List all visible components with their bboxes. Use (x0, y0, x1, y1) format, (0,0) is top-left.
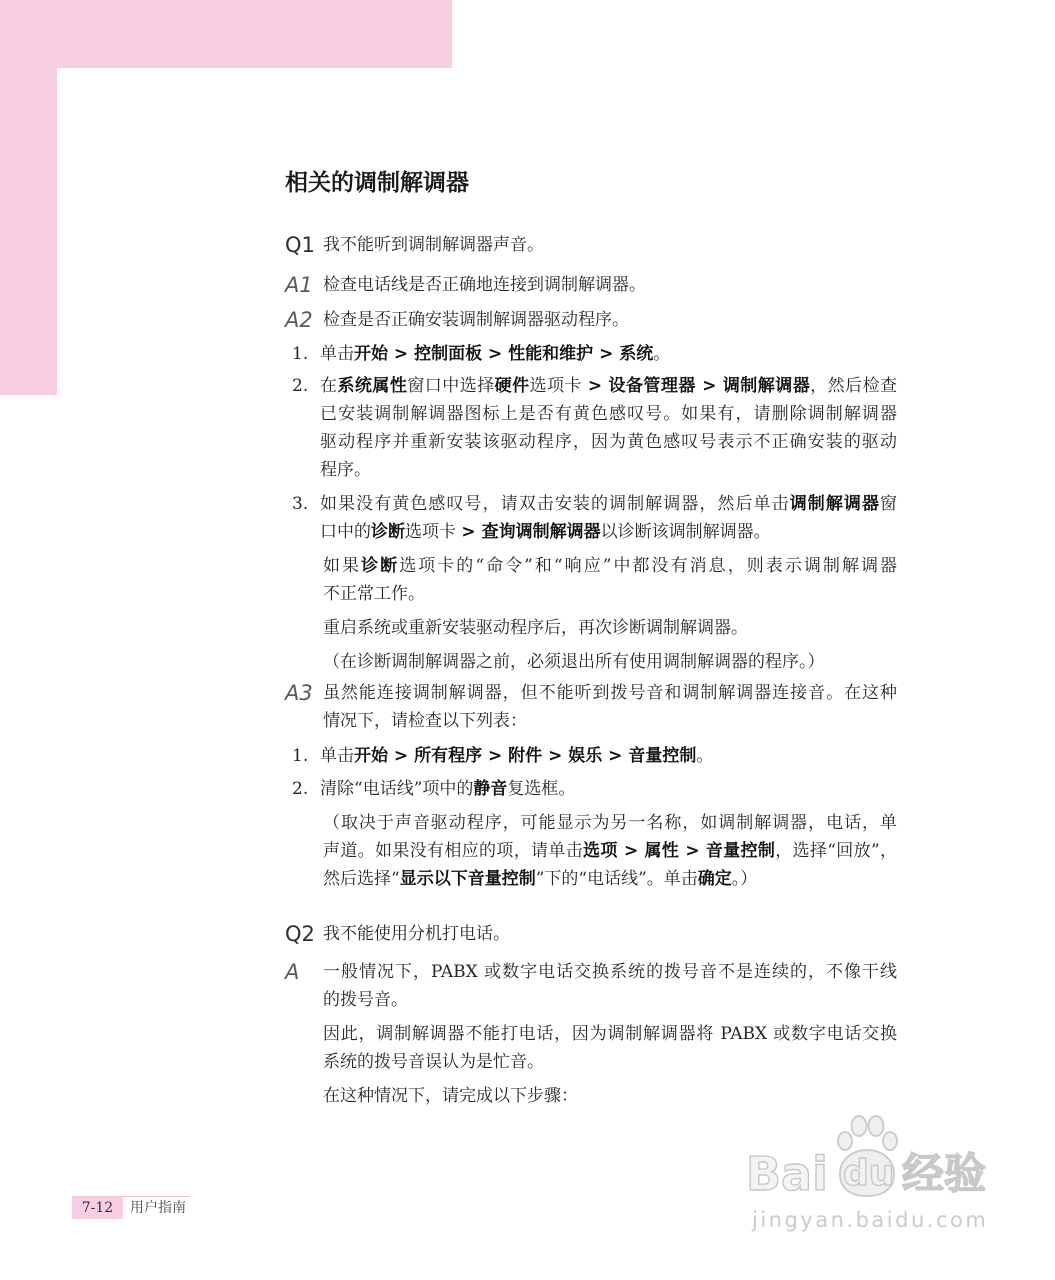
q2-label: Q2 (285, 922, 315, 946)
text-run: （在诊断调制解调器之前，必须退出所有使用调制解调器的程序。） (323, 652, 825, 672)
bold-text: 确定 (697, 869, 732, 889)
text-line (323, 679, 897, 707)
watermark-brand-cn: 经验 (902, 1149, 987, 1198)
bold-text: 开始 > 所有程序 > 附件 > 娱乐 > 音量控制 (354, 746, 697, 766)
text-run: 如果 (323, 556, 362, 576)
a3-note-1 (323, 809, 897, 893)
text-run: 。） (731, 869, 758, 889)
pink-side-band (0, 0, 57, 395)
q1-block (285, 231, 897, 259)
text-run: 复选框。 (507, 779, 576, 799)
text-line (323, 1020, 897, 1048)
a2-step-2 (292, 372, 897, 484)
text-run: 声道。如果没有相应的项，请单击 (323, 841, 584, 861)
text-run: 在 (320, 376, 338, 396)
text-line (323, 707, 897, 735)
a2-note-1 (323, 552, 897, 608)
text-run: 。 (653, 344, 671, 364)
a2-text: 检查是否正确安装调制解调器驱动程序。 (323, 310, 629, 330)
watermark-brand-du: du (843, 1153, 895, 1194)
step-number: 2. (292, 376, 309, 396)
text-run: 重启系统或重新安装驱动程序后，再次诊断调制解调器。 (323, 618, 748, 638)
text-line (320, 400, 897, 428)
text-line (320, 456, 897, 484)
text-run: 已安装调制解调器图标上是否有黄色感叹号。如果有，请删除调制解调器 (320, 404, 897, 424)
step-number: 1. (292, 344, 309, 364)
text-line (323, 809, 897, 837)
text-line (323, 648, 897, 676)
a3-step-1-text (320, 742, 897, 770)
text-line (320, 428, 897, 456)
pink-header-band (0, 0, 452, 68)
a-label: A (285, 960, 300, 984)
text-run: 因此，调制解调器不能打电话，因为调制解调器将 PABX 或数字电话交换 (323, 1024, 897, 1044)
a3-text (323, 679, 897, 735)
bold-text: 诊断 (371, 522, 405, 542)
text-run: （取决于声音驱动程序，可能显示为另一名称，如调制解调器，电话，单 (323, 813, 897, 833)
text-line (323, 837, 897, 865)
a2-step-3-text (320, 490, 897, 546)
text-run: 在这种情况下，请完成以下步骤： (323, 1086, 578, 1106)
bold-text: 开始 > 控制面板 > 性能和维护 > 系统 (354, 344, 654, 364)
text-run: 选项卡的“命令”和“响应”中都没有消息，则表示调制解调器 (399, 556, 898, 576)
text-run: 系统的拨号音误认为是忙音。 (323, 1052, 544, 1072)
text-run: 一般情况下，PABX 或数字电话交换系统的拨号音不是连续的，不像干线 (323, 962, 897, 982)
bold-text: 诊断 (361, 556, 400, 576)
step-number: 2. (292, 779, 309, 799)
text-run: 选项卡 (405, 522, 462, 542)
text-run: 以诊断该调制解调器。 (600, 522, 771, 542)
a2-note-3 (323, 648, 897, 676)
footer-guide-title: 用户指南 (130, 1200, 186, 1216)
text-run: 选项卡 (529, 376, 588, 396)
q1-text: 我不能听到调制解调器声音。 (323, 235, 544, 255)
text-line (323, 552, 897, 580)
text-line (320, 372, 897, 400)
bold-text: 选项 > 属性 > 音量控制 (583, 841, 776, 861)
a1-label: A1 (285, 273, 313, 297)
text-run: 虽然能连接调制解调器，但不能听到拨号音和调制解调器连接音。在这种 (323, 683, 897, 703)
text-run: 单击 (320, 746, 354, 766)
text-run: 的拨号音。 (323, 990, 408, 1010)
a2-block (285, 306, 897, 334)
q1-label: Q1 (285, 233, 315, 257)
text-run: 程序。 (320, 460, 371, 480)
text-line (323, 1082, 897, 1110)
text-run: 窗 (880, 494, 898, 514)
text-line (323, 1048, 897, 1076)
text-run: 窗口中选择 (407, 376, 495, 396)
text-line (323, 986, 897, 1014)
q2-block (285, 920, 897, 948)
text-line (323, 580, 897, 608)
step-number: 3. (292, 494, 309, 514)
text-line (320, 775, 897, 803)
a2-note-2 (323, 614, 897, 642)
a2-step-3 (292, 490, 897, 546)
a2-step-1 (292, 340, 897, 368)
text-line (323, 865, 897, 893)
a1-block (285, 271, 897, 299)
text-run: 。 (696, 746, 714, 766)
text-run: 不正常工作。 (323, 584, 425, 604)
text-run: 口中的 (320, 522, 371, 542)
text-run: ”下的“电话线”。单击 (535, 869, 698, 889)
watermark-brand-bai: Bai (746, 1147, 828, 1201)
bold-text: > 设备管理器 > 调制解调器 (587, 376, 811, 396)
text-run: 单击 (320, 344, 354, 364)
text-line (320, 742, 897, 770)
bold-text: 系统属性 (337, 376, 408, 396)
step-number: 1. (292, 746, 309, 766)
a-note-2 (323, 1082, 897, 1110)
watermark-url: jingyan.baidu.com (752, 1208, 989, 1232)
a2-step-1-text (320, 340, 897, 368)
bold-text: 静音 (473, 779, 508, 799)
text-line (320, 490, 897, 518)
q2-text: 我不能使用分机打电话。 (323, 924, 510, 944)
a2-label: A2 (285, 308, 313, 332)
bold-text: 硬件 (494, 376, 530, 396)
a3-step-2-text (320, 775, 897, 803)
a3-step-2 (292, 775, 897, 803)
a3-step-1 (292, 742, 897, 770)
text-run: ，选择“回放”， (775, 841, 897, 861)
a3-label: A3 (285, 681, 313, 705)
a-block (285, 958, 897, 1014)
text-line (323, 614, 897, 642)
a3-block (285, 679, 897, 735)
bold-text: 调制解调器 (789, 494, 881, 514)
text-line (320, 518, 897, 546)
bold-text: > 查询调制解调器 (461, 522, 601, 542)
text-run: 然后选择“ (323, 869, 400, 889)
text-run: 情况下，请检查以下列表： (323, 711, 527, 731)
footer-page-number: 7-12 (72, 1197, 123, 1219)
text-run: 如果没有黄色感叹号，请双击安装的调制解调器，然后单击 (320, 494, 790, 514)
text-run: ，然后检查 (810, 376, 898, 396)
section-title: 相关的调制解调器 (285, 170, 469, 196)
a-text (323, 958, 897, 1014)
text-run: 清除“电话线”项中的 (320, 779, 474, 799)
a-note-1 (323, 1020, 897, 1076)
text-line (323, 958, 897, 986)
a2-step-2-text (320, 372, 897, 484)
text-line (320, 340, 897, 368)
a1-text: 检查电话线是否正确地连接到调制解调器。 (323, 275, 646, 295)
text-run: 驱动程序并重新安装该驱动程序，因为黄色感叹号表示不正确安装的驱动 (320, 432, 897, 452)
bold-text: 显示以下音量控制 (399, 869, 536, 889)
